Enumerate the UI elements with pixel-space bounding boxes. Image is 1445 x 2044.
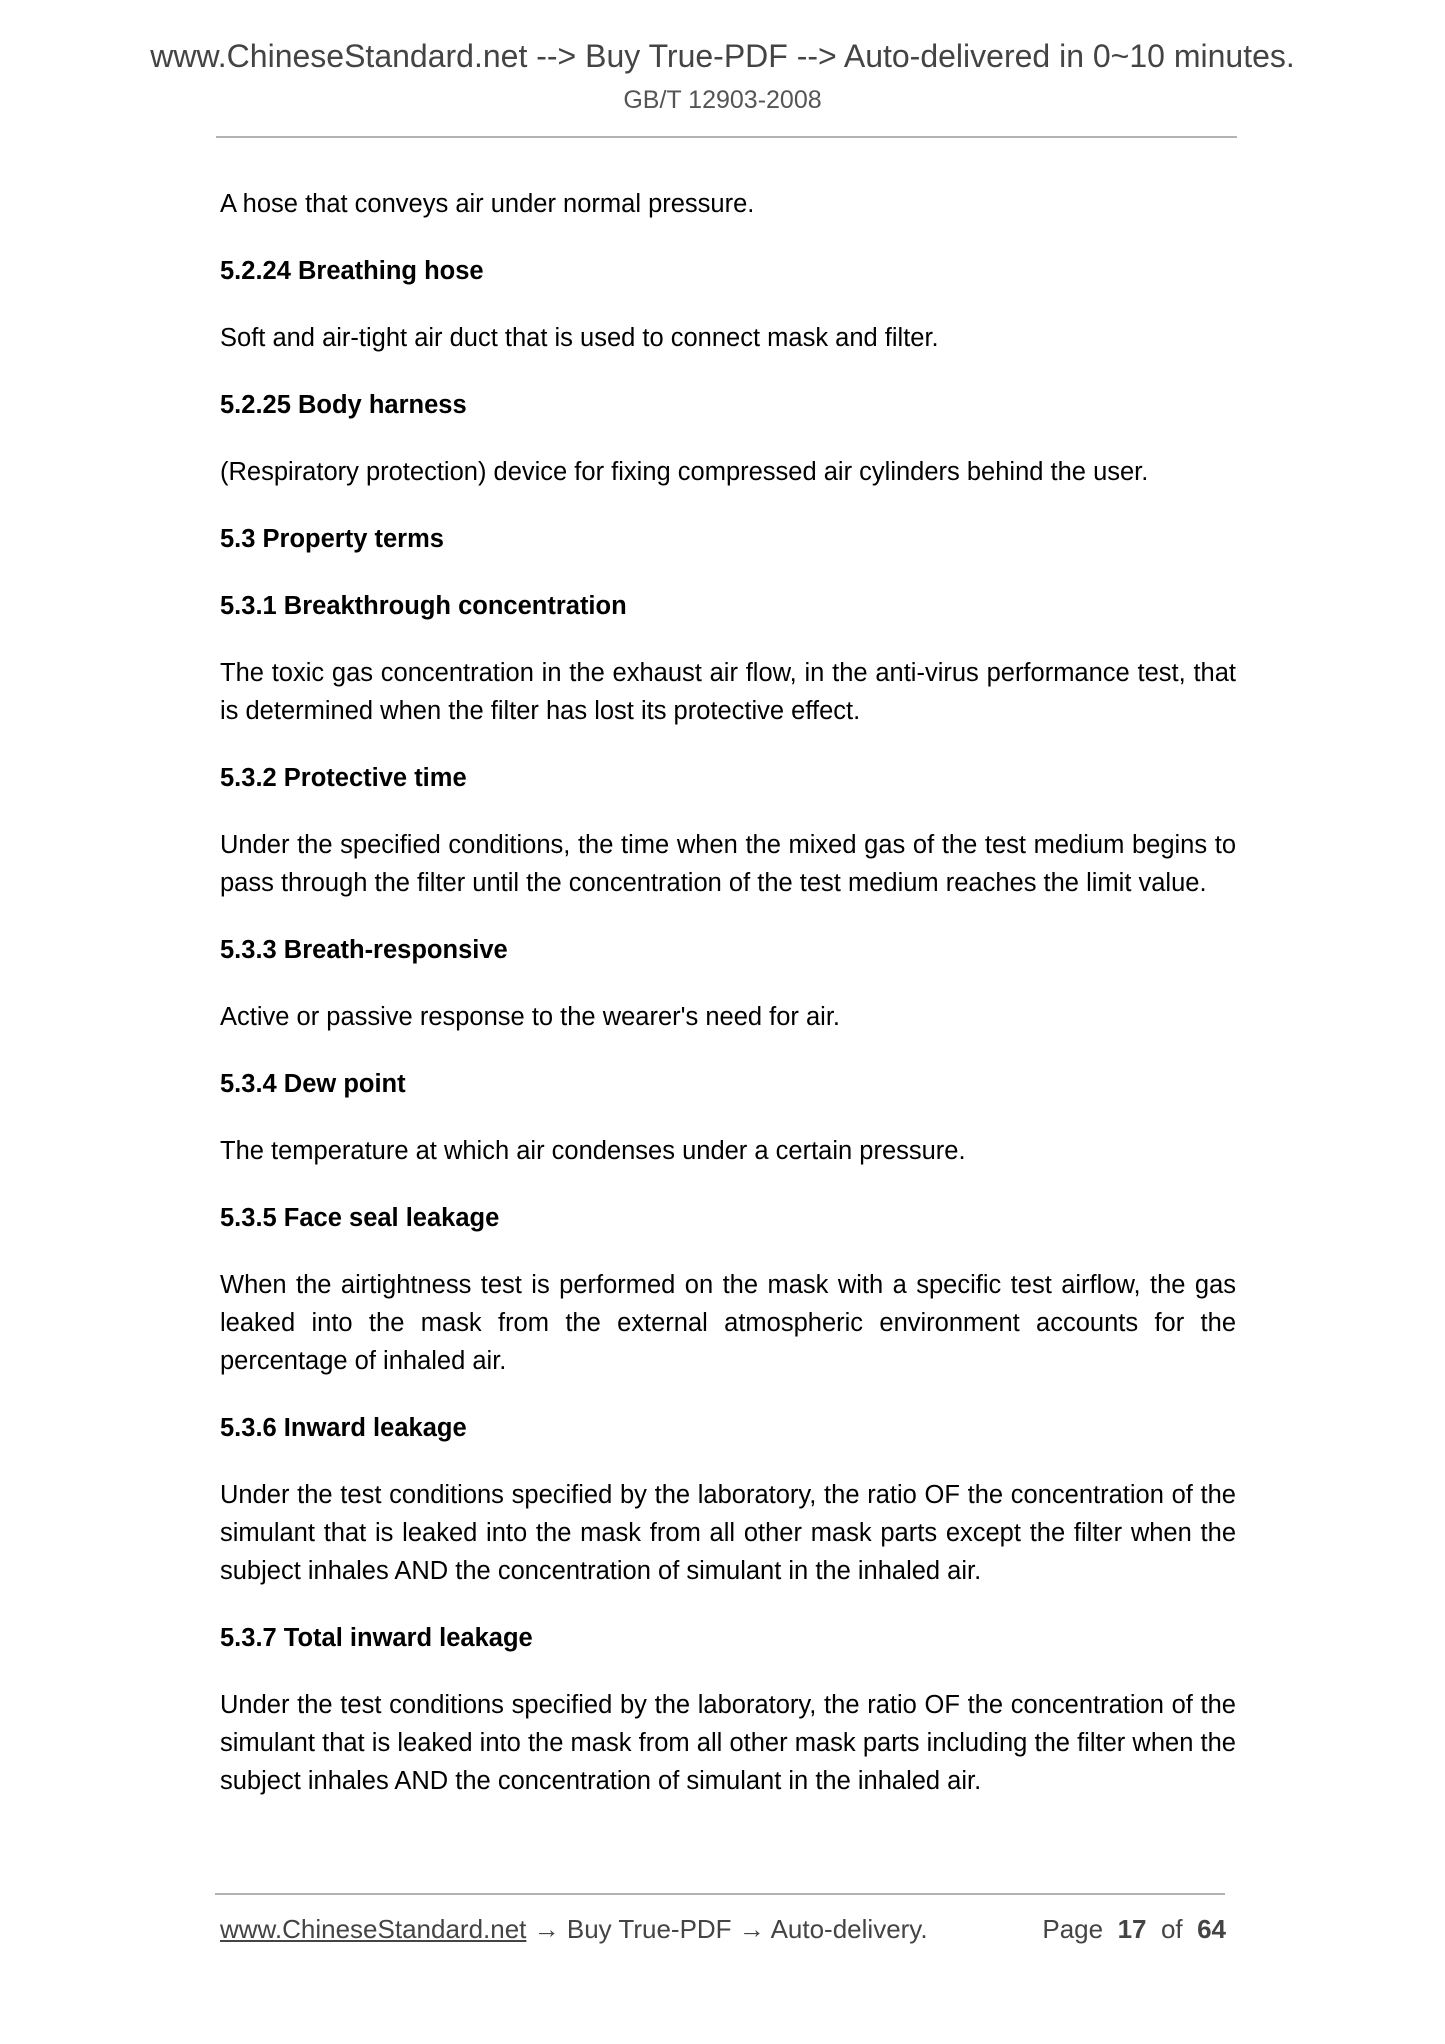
section-heading: 5.3.6 Inward leakage [220, 1414, 467, 1442]
paragraph: The toxic gas concentration in the exhaust air flow, in the anti-virus performance test, that is determined when the filter has lost its protective effect. [220, 659, 1236, 725]
footer [220, 1914, 1226, 1945]
section-heading: 5.3.1 Breakthrough concentration [220, 592, 627, 620]
paragraph: When the airtightness test is performed on the mask with a specific test airflow, the gas leaked into the mask from the external atmospheric environment accounts for the percentage of inhaled air. [220, 1271, 1236, 1375]
footer-tagline: → Buy True-PDF → Auto-delivery. [526, 1914, 928, 1944]
paragraph: Under the test conditions specified by the laboratory, the ratio OF the concentration of the simulant that is leaked into the mask from all other mask parts except the filter when the subject inhales AND the concentration of simulant in the inhaled air. [220, 1481, 1236, 1585]
site-link[interactable]: www.ChineseStandard.net [220, 1914, 527, 1944]
paragraph: A hose that conveys air under normal pressure. [220, 190, 755, 218]
paragraph: (Respiratory protection) device for fixing compressed air cylinders behind the user. [220, 458, 1149, 486]
page-total: 64 [1197, 1914, 1226, 1944]
paragraph: Under the test conditions specified by the laboratory, the ratio OF the concentration of the simulant that is leaked into the mask from all other mask parts including the filter when the subject inhales AND the concentration of simulant in the inhaled air. [220, 1691, 1236, 1795]
paragraph: Under the specified conditions, the time when the mixed gas of the test medium begins to pass through the filter until the concentration of the test medium reaches the limit value. [220, 831, 1236, 897]
section-heading: 5.3.5 Face seal leakage [220, 1204, 500, 1232]
footer-left [220, 1914, 928, 1945]
section-heading: 5.3.7 Total inward leakage [220, 1624, 533, 1652]
section-heading: 5.3.4 Dew point [220, 1070, 406, 1098]
of-label: of [1160, 1914, 1183, 1944]
page-indicator [1042, 1914, 1226, 1945]
section-heading: 5.3 Property terms [220, 525, 444, 553]
header-banner: www.ChineseStandard.net --> Buy True-PDF --> Auto-delivered in 0~10 minutes. [150, 38, 1295, 74]
section-heading: 5.3.2 Protective time [220, 764, 467, 792]
paragraph: Active or passive response to the wearer's need for air. [220, 1003, 841, 1031]
section-heading: 5.2.24 Breathing hose [220, 257, 484, 285]
header-divider [216, 136, 1237, 138]
document-body [220, 185, 1236, 1829]
standard-number: GB/T 12903-2008 [623, 86, 822, 114]
page-label: Page [1042, 1914, 1104, 1944]
section-heading: 5.2.25 Body harness [220, 391, 467, 419]
footer-divider [215, 1893, 1225, 1895]
section-heading: 5.3.3 Breath-responsive [220, 936, 508, 964]
page-number: 17 [1117, 1914, 1147, 1944]
paragraph: Soft and air-tight air duct that is used to connect mask and filter. [220, 324, 939, 352]
paragraph: The temperature at which air condenses under a certain pressure. [220, 1137, 966, 1165]
